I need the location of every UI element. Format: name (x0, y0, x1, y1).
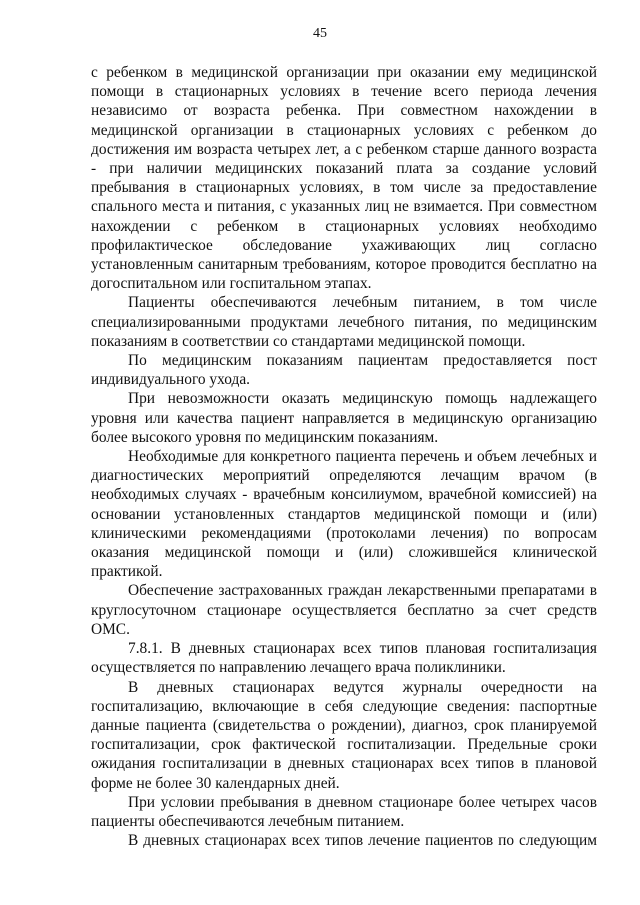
paragraph-9: При условии пребывания в дневном стационаре более четырех часов пациенты обеспечиваются лечебным питанием. (91, 793, 597, 830)
paragraph-7: 7.8.1. В дневных стационарах всех типов плановая госпитализация осуществляется по направлению лечащего врача поликлиники. (91, 640, 597, 677)
paragraph-8: В дневных стационарах ведутся журналы очередности на госпитализацию, включающие в себя следующие сведения: паспортные данные пациента (свидетельства о рождении), диагноз, срок планируемой госпитализации, срок фактической госпитализации. Предельные сроки ожидания госпитализации в дневных стационарах всех типов в плановой форме не более 30 календарных дней. (91, 678, 597, 792)
paragraph-6: Обеспечение застрахованных граждан лекарственными препаратами в круглосуточном стационаре осуществляется бесплатно за счет средств ОМС. (91, 582, 597, 638)
paragraph-4: При невозможности оказать медицинскую помощь надлежащего уровня или качества пациент направляется в медицинскую организацию более высокого уровня по медицинским показаниям. (91, 390, 597, 446)
page-number: 45 (313, 26, 327, 41)
paragraph-10: В дневных стационарах всех типов лечение пациентов по следующим (128, 832, 597, 850)
paragraph-1: с ребенком в медицинской организации при оказании ему медицинской помощи в стационарных условиях в течение всего периода лечения независимо от возраста ребенка. При совместном нахождении в медицинской организации в стационарных условиях с ребенком до достижения им возраста четырех лет, а с ребенком старше данного возраста - при наличии медицинских показаний плата за создание условий пребывания в стационарных условиях, в том числе за предоставление спального места и питания, с указанных лиц не взимается. При совместном нахождении с ребенком в стационарных условиях необходимо профилактическое обследование ухаживающих лиц согласно установленным санитарным требованиям, которое проводится бесплатно на догоспитальном или госпитальном этапах. (91, 64, 597, 293)
paragraph-3: По медицинским показаниям пациентам предоставляется пост индивидуального ухода. (91, 352, 597, 389)
paragraph-2: Пациенты обеспечиваются лечебным питанием, в том числе специализированными продуктами лечебного питания, по медицинским показаниям в соответствии со стандартами медицинской помощи. (91, 294, 597, 350)
document-body (91, 63, 597, 850)
paragraph-5: Необходимые для конкретного пациента перечень и объем лечебных и диагностических мероприятий определяются лечащим врачом (в необходимых случаях - врачебным консилиумом, врачебной комиссией) на основании установленных стандартов медицинской помощи и (или) клиническими рекомендациями (протоколами лечения) по вопросам оказания медицинской помощи и (или) сложившейся клинической практикой. (91, 448, 597, 581)
